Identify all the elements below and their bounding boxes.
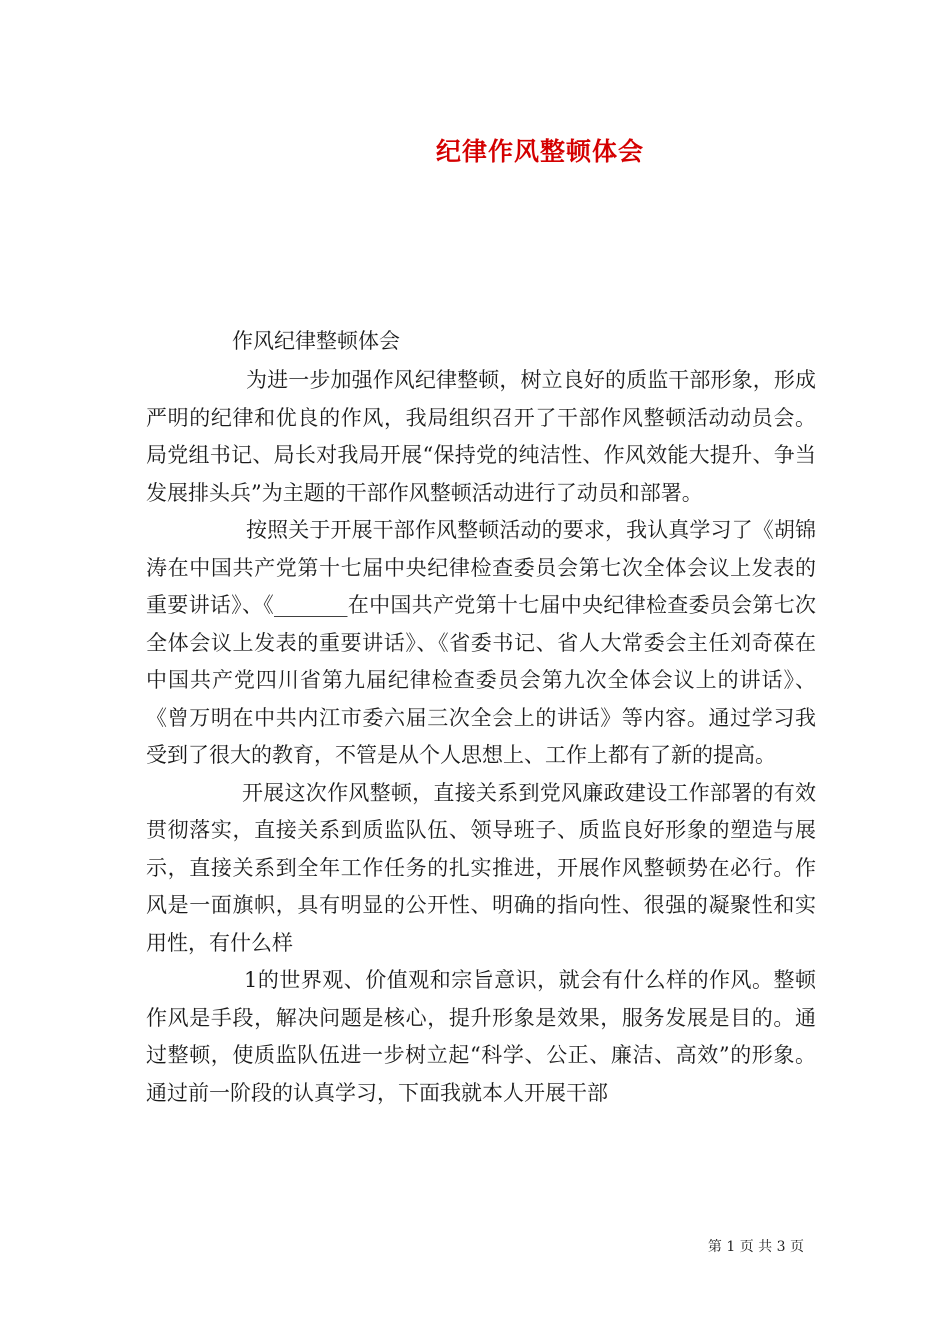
paragraph: 为进一步加强作风纪律整顿，树立良好的质监干部形象，形成严明的纪律和优良的作风，我局组织召开了干部作风整顿活动动员会。局党组书记、局长对我局开展“保持党的纯洁性、作风效能大提升、争当发展排头兵”为主题的干部作风整顿活动进行了动员和部署。 <box>146 368 816 505</box>
document-subtitle: 作风纪律整顿体会 <box>232 329 400 353</box>
paragraph: 按照关于开展干部作风整顿活动的要求，我认真学习了《胡锦涛在中国共产党第十七届中央纪律检查委员会第七次全体会议上发表的重要讲话》、《_______在中国共产党第十七届中央纪律检查委员会第七次全体会议上发表的重要讲话》、《省委书记、省人大常委会主任刘奇葆在中国共产党四川省第九届纪律检查委员会第九次全体会议上的讲话》、《曾万明在中共内江市委六届三次全会上的讲话》等内容。通过学习我受到了很大的教育，不管是从个人思想上、工作上都有了新的提高。 <box>146 518 816 767</box>
page-footer: 第 1 页 共 3 页 <box>707 1239 804 1255</box>
paragraph: 开展这次作风整顿，直接关系到党风廉政建设工作部署的有效贯彻落实，直接关系到质监队伍、领导班子、质监良好形象的塑造与展示，直接关系到全年工作任务的扎实推进，开展作风整顿势在必行。作风是一面旗帜，具有明显的公开性、明确的指向性、很强的凝聚性和实用性，有什么样 <box>146 780 816 955</box>
page-title: 纪律作风整顿体会 <box>435 137 644 166</box>
paragraph: 1的世界观、价值观和宗旨意识，就会有什么样的作风。整顿作风是手段，解决问题是核心，提升形象是效果，服务发展是目的。通过整顿，使质监队伍进一步树立起“科学、公正、廉洁、高效”的形象。通过前一阶段的认真学习，下面我就本人开展干部 <box>146 968 816 1105</box>
document-body <box>146 362 816 1112</box>
